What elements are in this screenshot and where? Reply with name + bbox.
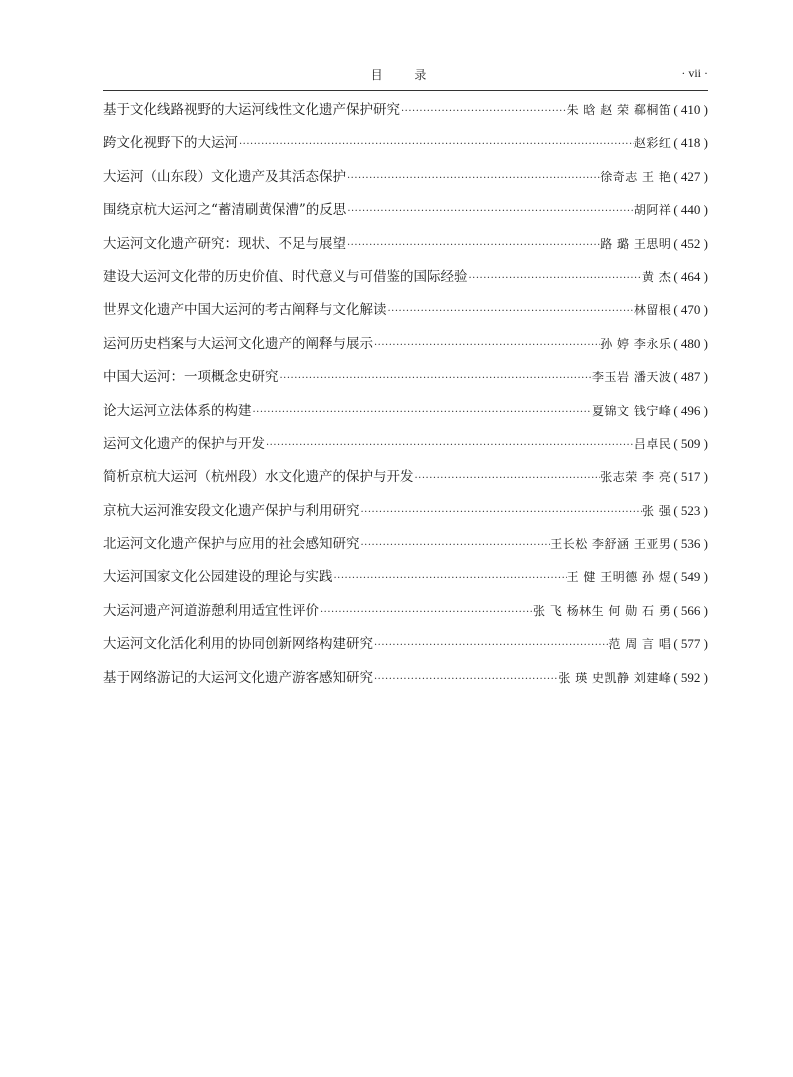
toc-entry[interactable] — [103, 399, 708, 432]
toc-entry[interactable] — [103, 131, 708, 164]
entry-authors: 林留根 — [633, 303, 672, 318]
toc-entry[interactable] — [103, 232, 708, 265]
entry-page: ( 566 ) — [673, 602, 708, 618]
entry-title: 基于网络游记的大运河文化遗产游客感知研究 — [103, 669, 373, 686]
dot-leader — [373, 674, 558, 685]
entry-page: ( 410 ) — [673, 102, 708, 117]
dot-leader — [360, 540, 551, 551]
entry-page: ( 480 ) — [673, 335, 708, 351]
toc-entry[interactable] — [103, 632, 708, 665]
table-of-contents — [103, 98, 708, 699]
entry-authors: 吕卓民 — [633, 436, 672, 451]
dot-leader — [400, 106, 567, 117]
dot-leader — [333, 573, 567, 584]
toc-entry[interactable] — [103, 198, 708, 231]
entry-authors: 路 璐 王思明 — [600, 236, 672, 251]
dot-leader — [319, 607, 533, 618]
entry-page: ( 496 ) — [673, 402, 708, 418]
entry-title: 跨文化视野下的大运河 — [103, 135, 238, 152]
toc-entry[interactable] — [103, 599, 708, 632]
entry-authors: 胡阿祥 — [633, 203, 672, 218]
entry-authors: 黄 杰 — [642, 269, 672, 284]
entry-page: ( 440 ) — [673, 202, 708, 218]
entry-authors: 孙 婷 李永乐 — [600, 336, 672, 351]
dot-leader — [414, 473, 601, 484]
header-title: 目 录 — [370, 68, 441, 82]
toc-entry[interactable] — [103, 465, 708, 498]
toc-entry[interactable] — [103, 499, 708, 532]
entry-page: ( 487 ) — [673, 369, 708, 385]
entry-authors: 张 瑛 史凯静 刘建峰 — [558, 670, 672, 685]
dot-leader — [360, 507, 643, 518]
entry-page: ( 523 ) — [673, 502, 708, 518]
toc-entry[interactable] — [103, 666, 708, 699]
entry-title: 运河历史档案与大运河文化遗产的阐释与展示 — [103, 335, 373, 352]
toc-entry[interactable] — [103, 165, 708, 198]
entry-authors: 张 飞 杨林生 何 勋 石 勇 — [532, 603, 672, 618]
entry-page: ( 509 ) — [673, 435, 708, 451]
dot-leader — [373, 640, 608, 651]
dot-leader — [265, 440, 634, 451]
toc-entry[interactable] — [103, 432, 708, 465]
entry-authors: 夏锦文 钱宁峰 — [592, 403, 672, 418]
dot-leader — [468, 273, 643, 284]
entry-title: 大运河文化活化利用的协同创新网络构建研究 — [103, 636, 373, 653]
entry-title: 北运河文化遗产保护与应用的社会感知研究 — [103, 536, 360, 553]
dot-leader — [252, 407, 593, 418]
entry-page: ( 464 ) — [673, 268, 708, 284]
entry-authors: 徐奇志 王 艳 — [600, 169, 672, 184]
entry-title: 中国大运河：一项概念史研究 — [103, 369, 279, 386]
toc-entry[interactable] — [103, 332, 708, 365]
entry-title: 建设大运河文化带的历史价值、时代意义与可借鉴的国际经验 — [103, 268, 468, 285]
entry-authors: 张 强 — [642, 503, 672, 518]
entry-page: ( 418 ) — [673, 135, 708, 151]
toc-entry[interactable] — [103, 265, 708, 298]
entry-title: 京杭大运河淮安段文化遗产保护与利用研究 — [103, 502, 360, 519]
dot-leader — [238, 139, 634, 150]
dot-leader — [346, 206, 634, 217]
entry-title: 论大运河立法体系的构建 — [103, 402, 252, 419]
entry-page: ( 577 ) — [673, 636, 708, 652]
entry-authors: 王长松 李舒涵 王亚男 — [550, 537, 672, 552]
dot-leader — [346, 173, 600, 184]
entry-title: 大运河国家文化公园建设的理论与实践 — [103, 569, 333, 586]
running-header — [103, 60, 708, 91]
entry-page: ( 592 ) — [673, 669, 708, 685]
dot-leader — [279, 373, 593, 384]
entry-page: ( 536 ) — [673, 536, 708, 552]
entry-authors: 赵彩红 — [633, 136, 672, 151]
entry-title: 大运河遗产河道游憩利用适宜性评价 — [103, 602, 319, 619]
entry-authors: 王 健 王明德 孙 煜 — [566, 570, 672, 585]
entry-title: 运河文化遗产的保护与开发 — [103, 435, 265, 452]
dot-leader — [387, 306, 634, 317]
entry-title: 大运河（山东段）文化遗产及其活态保护 — [103, 168, 346, 185]
entry-page: ( 549 ) — [673, 569, 708, 585]
entry-authors: 张志荣 李 亮 — [600, 470, 672, 485]
entry-authors: 朱 晗 赵 荣 郗桐笛 — [566, 103, 672, 117]
toc-entry[interactable] — [103, 565, 708, 598]
entry-title: 基于文化线路视野的大运河线性文化遗产保护研究 — [103, 102, 400, 118]
entry-page: ( 470 ) — [673, 302, 708, 318]
entry-authors: 李玉岩 潘天波 — [592, 370, 672, 385]
entry-page: ( 452 ) — [673, 235, 708, 251]
entry-title: 世界文化遗产中国大运河的考古阐释与文化解读 — [103, 302, 387, 319]
dot-leader — [346, 240, 600, 251]
toc-entry[interactable] — [103, 98, 708, 131]
toc-entry[interactable] — [103, 298, 708, 331]
entry-title: 大运河文化遗产研究：现状、不足与展望 — [103, 235, 346, 252]
toc-entry[interactable] — [103, 365, 708, 398]
entry-page: ( 517 ) — [673, 469, 708, 485]
entry-title: 围绕京杭大运河之“蓄清刷黄保漕”的反思 — [103, 202, 347, 219]
entry-page: ( 427 ) — [673, 168, 708, 184]
header-page-number: · vii · — [681, 66, 708, 80]
entry-authors: 范 周 言 唱 — [608, 637, 672, 652]
toc-entry[interactable] — [103, 532, 708, 565]
entry-title: 简析京杭大运河（杭州段）水文化遗产的保护与开发 — [103, 469, 414, 486]
dot-leader — [373, 340, 600, 351]
